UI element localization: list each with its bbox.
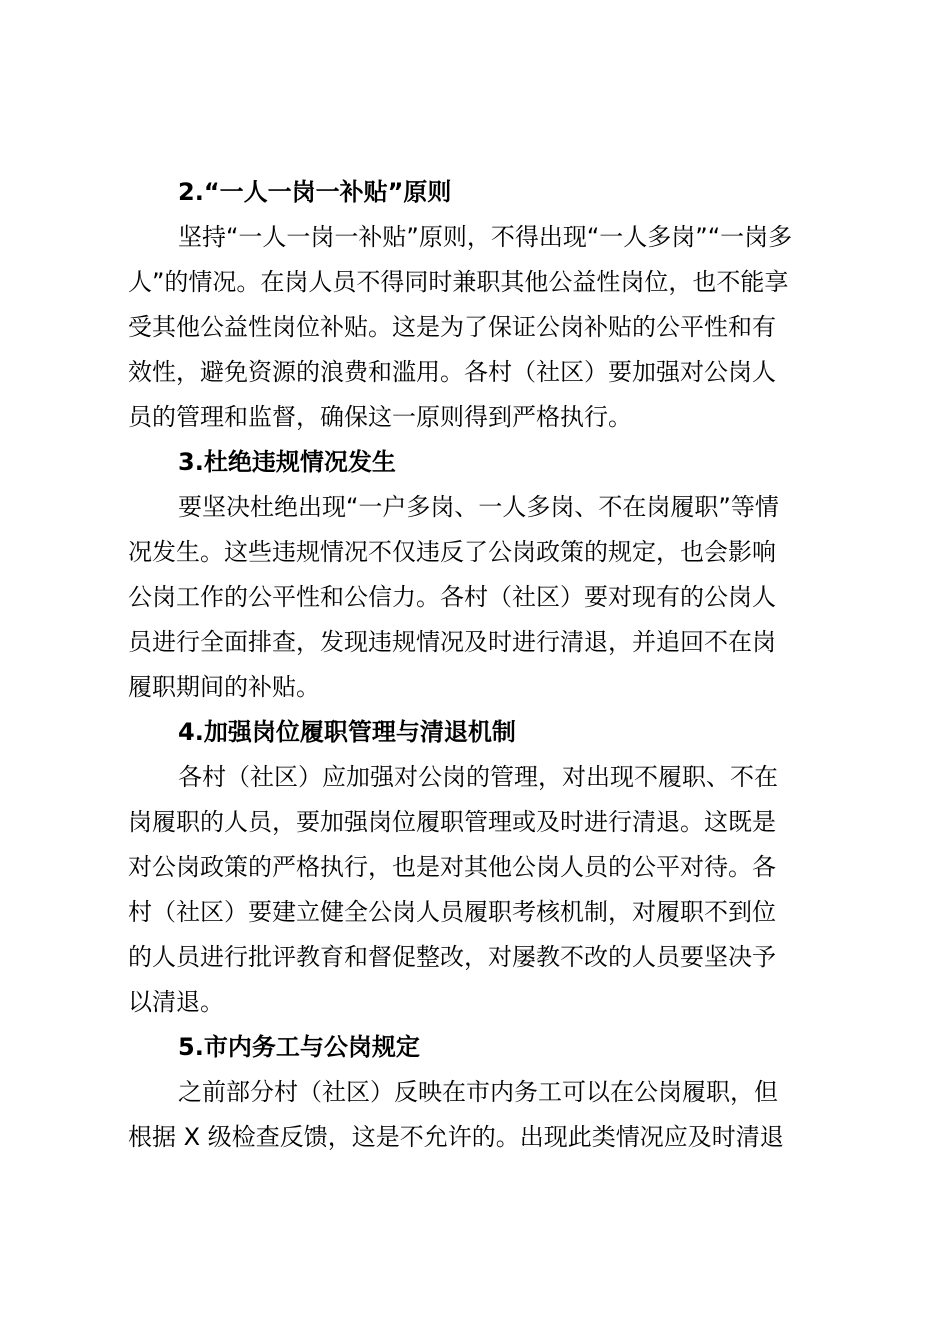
paragraph-line: 受其他公益性岗位补贴。这是为了保证公岗补贴的公平性和有 <box>128 313 776 341</box>
paragraph-line: 人”的情况。在岗人员不得同时兼职其他公益性岗位，也不能享 <box>128 268 789 296</box>
paragraph-line: 员进行全面排查，发现违规情况及时进行清退，并追回不在岗 <box>128 628 776 656</box>
section-paragraph <box>128 215 828 440</box>
section-paragraph <box>128 1070 828 1160</box>
paragraph-line: 村（社区）要建立健全公岗人员履职考核机制，对履职不到位 <box>128 898 776 926</box>
paragraph-line: 的人员进行批评教育和督促整改，对屡教不改的人员要坚决予 <box>128 943 776 971</box>
section-heading: 5.市内务工与公岗规定 <box>178 1033 420 1061</box>
section-5 <box>128 1025 828 1160</box>
paragraph-line: 各村（社区）应加强对公岗的管理，对出现不履职、不在 <box>178 763 778 791</box>
paragraph-line: 员的管理和监督，确保这一原则得到严格执行。 <box>128 403 632 431</box>
paragraph-line: 根据 X 级检查反馈，这是不允许的。出现此类情况应及时清退 <box>128 1123 784 1151</box>
section-heading: 3.杜绝违规情况发生 <box>178 448 396 476</box>
document-page <box>128 170 828 1160</box>
section-2 <box>128 170 828 440</box>
paragraph-line: 公岗工作的公平性和公信力。各村（社区）要对现有的公岗人 <box>128 583 776 611</box>
section-4 <box>128 710 828 1025</box>
section-paragraph <box>128 755 828 1025</box>
paragraph-line: 以清退。 <box>128 988 224 1016</box>
section-paragraph <box>128 485 828 710</box>
paragraph-line: 况发生。这些违规情况不仅违反了公岗政策的规定，也会影响 <box>128 538 776 566</box>
paragraph-line: 岗履职的人员，要加强岗位履职管理或及时进行清退。这既是 <box>128 808 776 836</box>
section-heading: 2.“一人一岗一补贴”原则 <box>178 178 452 206</box>
paragraph-line: 坚持“一人一岗一补贴”原则，不得出现“一人多岗”“一岗多 <box>178 223 793 251</box>
section-3 <box>128 440 828 710</box>
paragraph-line: 履职期间的补贴。 <box>128 673 320 701</box>
paragraph-line: 对公岗政策的严格执行，也是对其他公岗人员的公平对待。各 <box>128 853 776 881</box>
paragraph-line: 之前部分村（社区）反映在市内务工可以在公岗履职，但 <box>178 1078 778 1106</box>
paragraph-line: 效性，避免资源的浪费和滥用。各村（社区）要加强对公岗人 <box>128 358 776 386</box>
paragraph-line: 要坚决杜绝出现“一户多岗、一人多岗、不在岗履职”等情 <box>178 493 779 521</box>
section-heading: 4.加强岗位履职管理与清退机制 <box>178 718 516 746</box>
